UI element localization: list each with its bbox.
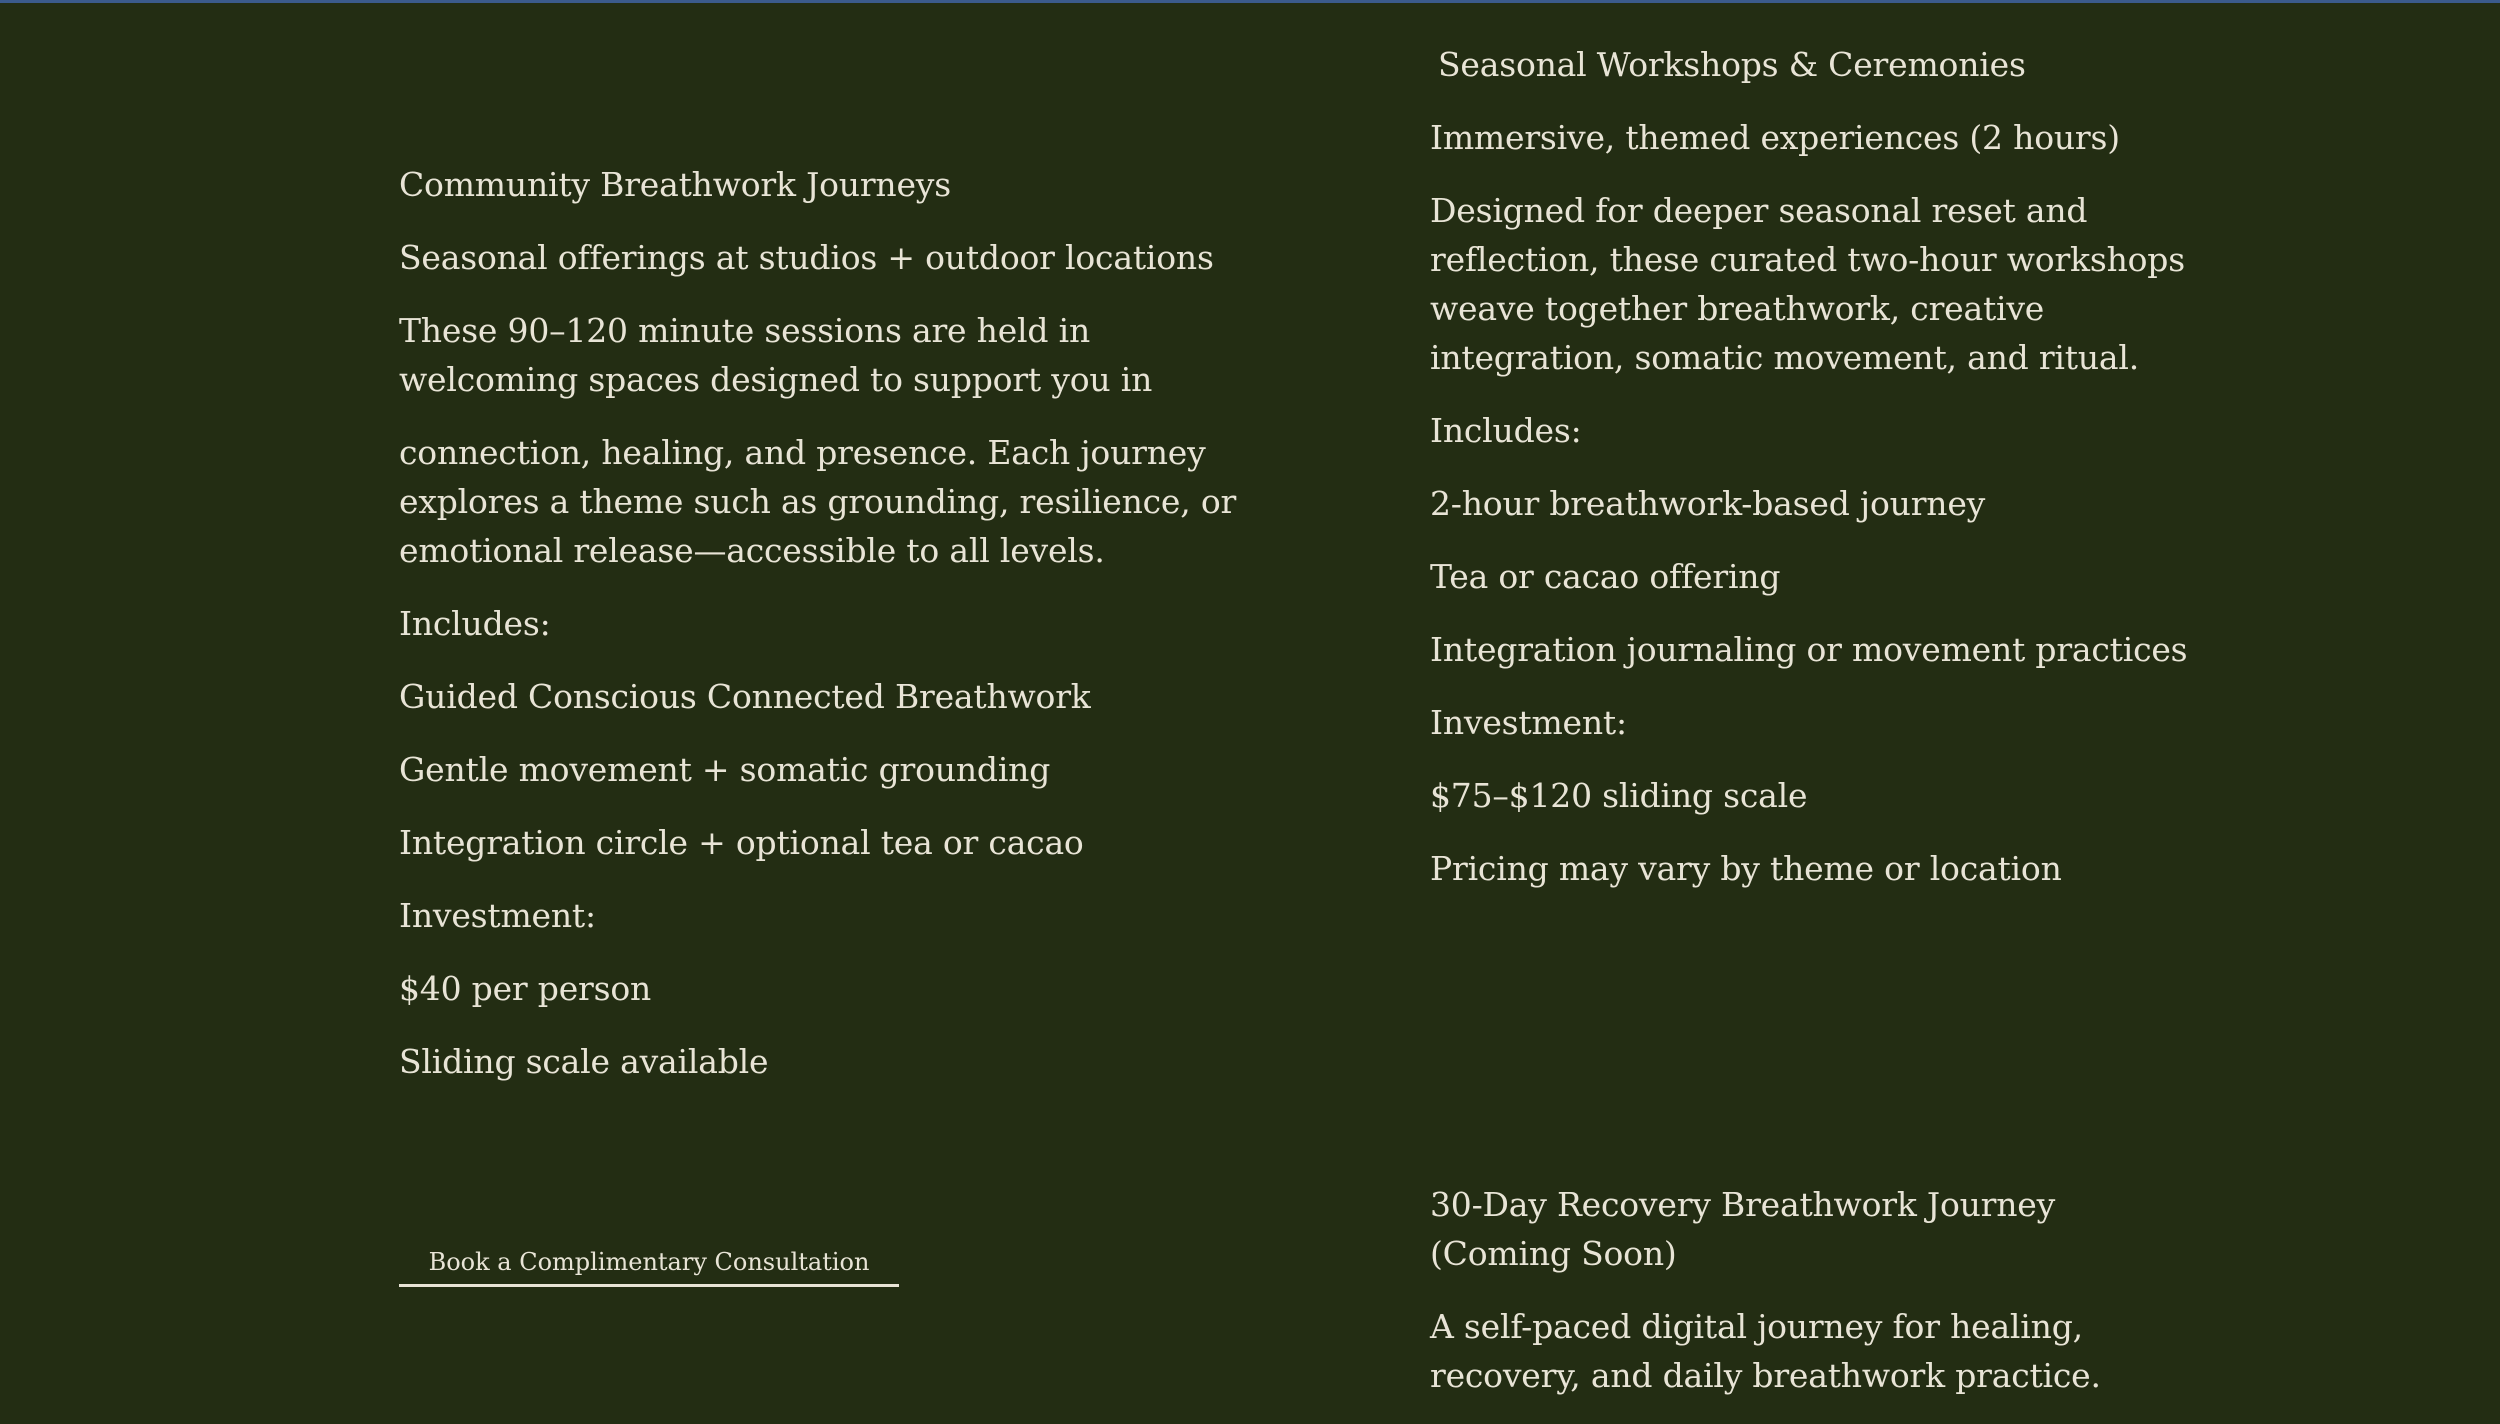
top-accent-strip bbox=[0, 0, 2500, 3]
community-price-note: Sliding scale available bbox=[399, 1042, 769, 1081]
seasonal-include-item: 2-hour breathwork-based journey bbox=[1430, 484, 1986, 523]
recovery-description bbox=[1430, 1302, 2190, 1400]
recovery-title bbox=[1430, 1180, 2190, 1278]
book-consultation-button[interactable]: Book a Complimentary Consultation bbox=[399, 1242, 899, 1287]
community-subtitle: Seasonal offerings at studios + outdoor locations bbox=[399, 238, 1214, 277]
seasonal-include-item: Integration journaling or movement practices bbox=[1430, 630, 2188, 669]
seasonal-workshops-section bbox=[1430, 40, 2190, 917]
community-desc-line: These 90–120 minute sessions are held in bbox=[399, 311, 1091, 350]
seasonal-price: $75–$120 sliding scale bbox=[1430, 776, 1808, 815]
seasonal-price-note: Pricing may vary by theme or location bbox=[1430, 849, 2062, 888]
community-includes-label: Includes: bbox=[399, 604, 551, 643]
recovery-title-line: (Coming Soon) bbox=[1430, 1234, 1677, 1273]
seasonal-investment-label: Investment: bbox=[1430, 703, 1627, 742]
seasonal-desc-line: weave together breathwork, creative bbox=[1430, 289, 2045, 328]
community-desc-line: connection, healing, and presence. Each journey bbox=[399, 433, 1206, 472]
recovery-journey-section bbox=[1430, 1180, 2190, 1424]
community-investment-label: Investment: bbox=[399, 896, 596, 935]
community-include-item: Integration circle + optional tea or cacao bbox=[399, 823, 1084, 862]
seasonal-desc-line: reflection, these curated two-hour workshops bbox=[1430, 240, 2185, 279]
recovery-title-line: 30-Day Recovery Breathwork Journey bbox=[1430, 1185, 2056, 1224]
recovery-desc-line: A self-paced digital journey for healing, bbox=[1430, 1307, 2083, 1346]
seasonal-desc-line: integration, somatic movement, and ritual. bbox=[1430, 338, 2139, 377]
seasonal-desc-line: Designed for deeper seasonal reset and bbox=[1430, 191, 2088, 230]
community-breathwork-section bbox=[399, 160, 1237, 1110]
seasonal-subtitle: Immersive, themed experiences (2 hours) bbox=[1430, 118, 2120, 157]
community-description bbox=[399, 306, 1159, 404]
community-desc-line: emotional release—accessible to all levels. bbox=[399, 531, 1105, 570]
community-description-2 bbox=[399, 428, 1237, 575]
community-include-item: Gentle movement + somatic grounding bbox=[399, 750, 1051, 789]
seasonal-description bbox=[1430, 186, 2190, 382]
recovery-desc-line: recovery, and daily breathwork practice. bbox=[1430, 1356, 2101, 1395]
community-desc-line: explores a theme such as grounding, resilience, or bbox=[399, 482, 1237, 521]
seasonal-includes-label: Includes: bbox=[1430, 411, 1582, 450]
community-price: $40 per person bbox=[399, 969, 652, 1008]
community-title: Community Breathwork Journeys bbox=[399, 165, 951, 204]
seasonal-include-item: Tea or cacao offering bbox=[1430, 557, 1781, 596]
seasonal-title: Seasonal Workshops & Ceremonies bbox=[1438, 45, 2026, 84]
community-desc-line: welcoming spaces designed to support you in bbox=[399, 360, 1153, 399]
community-include-item: Guided Conscious Connected Breathwork bbox=[399, 677, 1091, 716]
